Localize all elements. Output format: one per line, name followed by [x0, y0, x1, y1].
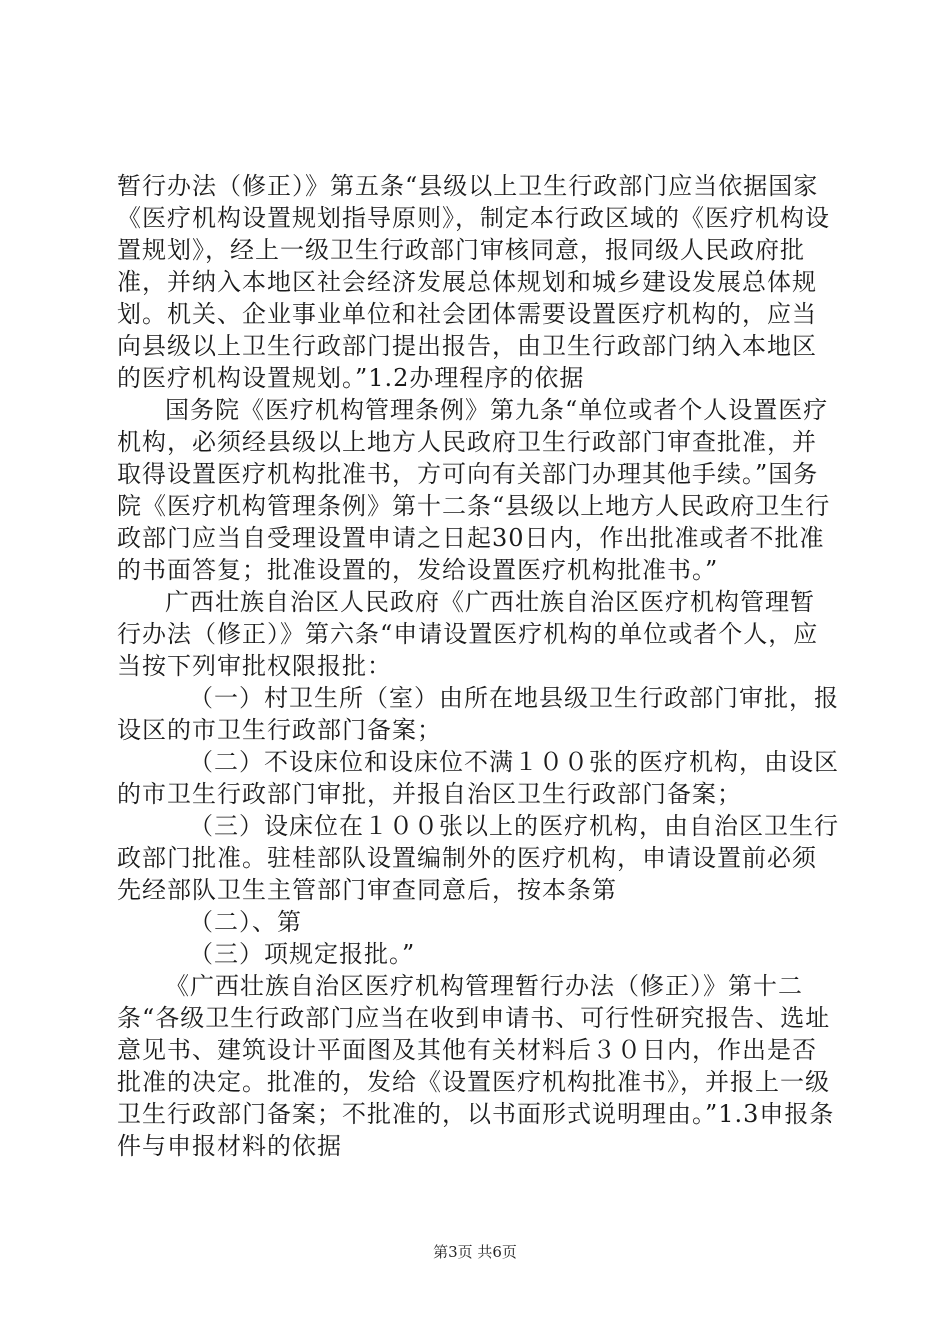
paragraph-regulation-article-9: 国务院《医疗机构管理条例》第九条“单位或者个人设置医疗机构，必须经县级以上地方人民政府卫生行政部门审查批准，并取得设置医疗机构批准书，方可向有关部门办理其他手续。”国务院《医疗机构管理条例》第十二条“县级以上地方人民政府卫生行政部门应当自受理设置申请之日起30日内，作出批准或者不批准的书面答复；批准设置的，发给设置医疗机构批准书。” [117, 396, 831, 584]
paragraph-guangxi-article-6: 广西壮族自治区人民政府《广西壮族自治区医疗机构管理暂行办法（修正）》第六条“申请设置医疗机构的单位或者个人，应当按下列审批权限报批： [117, 588, 819, 680]
list-fragment-second: （二）、第 [189, 908, 302, 936]
paragraph-continuation: 暂行办法（修正）》第五条“县级以上卫生行政部门应当依据国家《医疗机构设置规划指导原则》，制定本行政区域的《医疗机构设置规划》，经上一级卫生行政部门审核同意，报同级人民政府批准，并纳入本地区社会经济发展总体规划和城乡建设发展总体规划。机关、企业事业单位和社会团体需要设置医疗机构的，应当向县级以上卫生行政部门提出报告，由卫生行政部门纳入本地区的医疗机构设置规划。”1.2办理程序的依据 [117, 172, 830, 392]
list-item-under-100-beds: （二）不设床位和设床位不满１００张的医疗机构，由设区的市卫生行政部门审批，并报自治区卫生行政部门备案； [117, 748, 839, 808]
list-fragment-third: （三）项规定报批。” [189, 940, 416, 968]
page-number-footer: 第3页 共6页 [433, 1243, 517, 1261]
list-item-village-clinic: （一）村卫生所（室）由所在地县级卫生行政部门审批，报设区的市卫生行政部门备案； [117, 684, 839, 744]
list-item-over-100-beds: （三）设床位在１００张以上的医疗机构，由自治区卫生行政部门批准。驻桂部队设置编制外的医疗机构，申请设置前必须先经部队卫生主管部门审查同意后，按本条第 [117, 812, 839, 904]
document-body [117, 170, 839, 1162]
paragraph-guangxi-article-12: 《广西壮族自治区医疗机构管理暂行办法（修正）》第十二条“各级卫生行政部门应当在收到申请书、可行性研究报告、选址意见书、建筑设计平面图及其他有关材料后３０日内，作出是否批准的决定。批准的，发给《设置医疗机构批准书》，并报上一级卫生行政部门备案；不批准的，以书面形式说明理由。”1.3申报条件与申报材料的依据 [117, 972, 835, 1160]
